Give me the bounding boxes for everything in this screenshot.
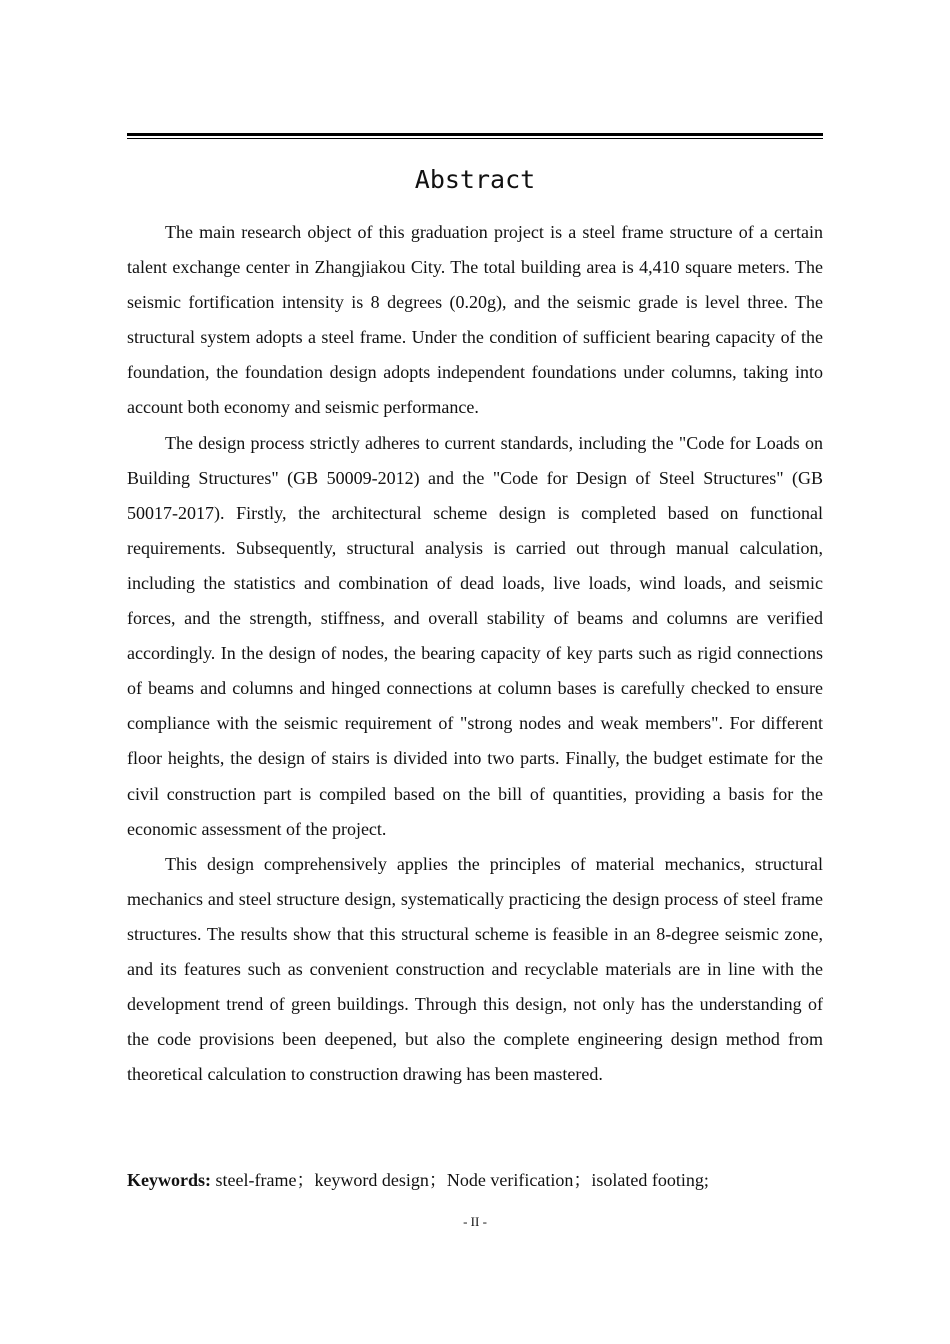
page-number: - II - bbox=[463, 1214, 487, 1229]
keywords-line bbox=[127, 1163, 823, 1198]
header-rule-thick bbox=[127, 133, 823, 136]
abstract-paragraph-3: This design comprehensively applies the principles of material mechanics, structural mechanics and steel structure design, systematically practicing the design process of steel frame structures. The results show that this structural scheme is feasible in an 8-degree seismic zone, and its features such as convenient construction and recyclable materials are in line with the development trend of green buildings. Through this design, not only has the understanding of the code provisions been deepened, but also the complete engineering design method from theoretical calculation to construction drawing has been mastered. bbox=[127, 853, 823, 1085]
keywords-text: steel-frame；keyword design；Node verification；isolated footing; bbox=[211, 1170, 709, 1190]
abstract-paragraph-2: The design process strictly adheres to current standards, including the "Code for Loads on Building Structures" (GB 50009-2012) and the "Code for Design of Steel Structures" (GB 50017-2017). Firstly, the architectural scheme design is completed based on functional requirements. Subsequently, structural analysis is carried out through manual calculation, including the statistics and combination of dead loads, live loads, wind loads, and seismic forces, and the strength, stiffness, and overall stability of beams and columns are verified accordingly. In the design of nodes, the bearing capacity of key parts such as rigid connections of beams and columns and hinged connections at column bases is carefully checked to ensure compliance with the seismic requirement of "strong nodes and weak members". For different floor heights, the design of stairs is divided into two parts. Finally, the budget estimate for the civil construction part is compiled based on the bill of quantities, providing a basis for the economic assessment of the project. bbox=[127, 432, 823, 839]
abstract-title: Abstract bbox=[414, 165, 536, 194]
keywords-label: Keywords: bbox=[127, 1170, 211, 1190]
header-rule-thin bbox=[127, 138, 823, 139]
abstract-body bbox=[127, 215, 823, 1092]
abstract-paragraph-1: The main research object of this graduation project is a steel frame structure of a certain talent exchange center in Zhangjiakou City. The total building area is 4,410 square meters. The seismic fortification intensity is 8 degrees (0.20g), and the seismic grade is level three. The structural system adopts a steel frame. Under the condition of sufficient bearing capacity of the foundation, the foundation design adopts independent foundations under columns, taking into account both economy and seismic performance. bbox=[127, 222, 823, 418]
